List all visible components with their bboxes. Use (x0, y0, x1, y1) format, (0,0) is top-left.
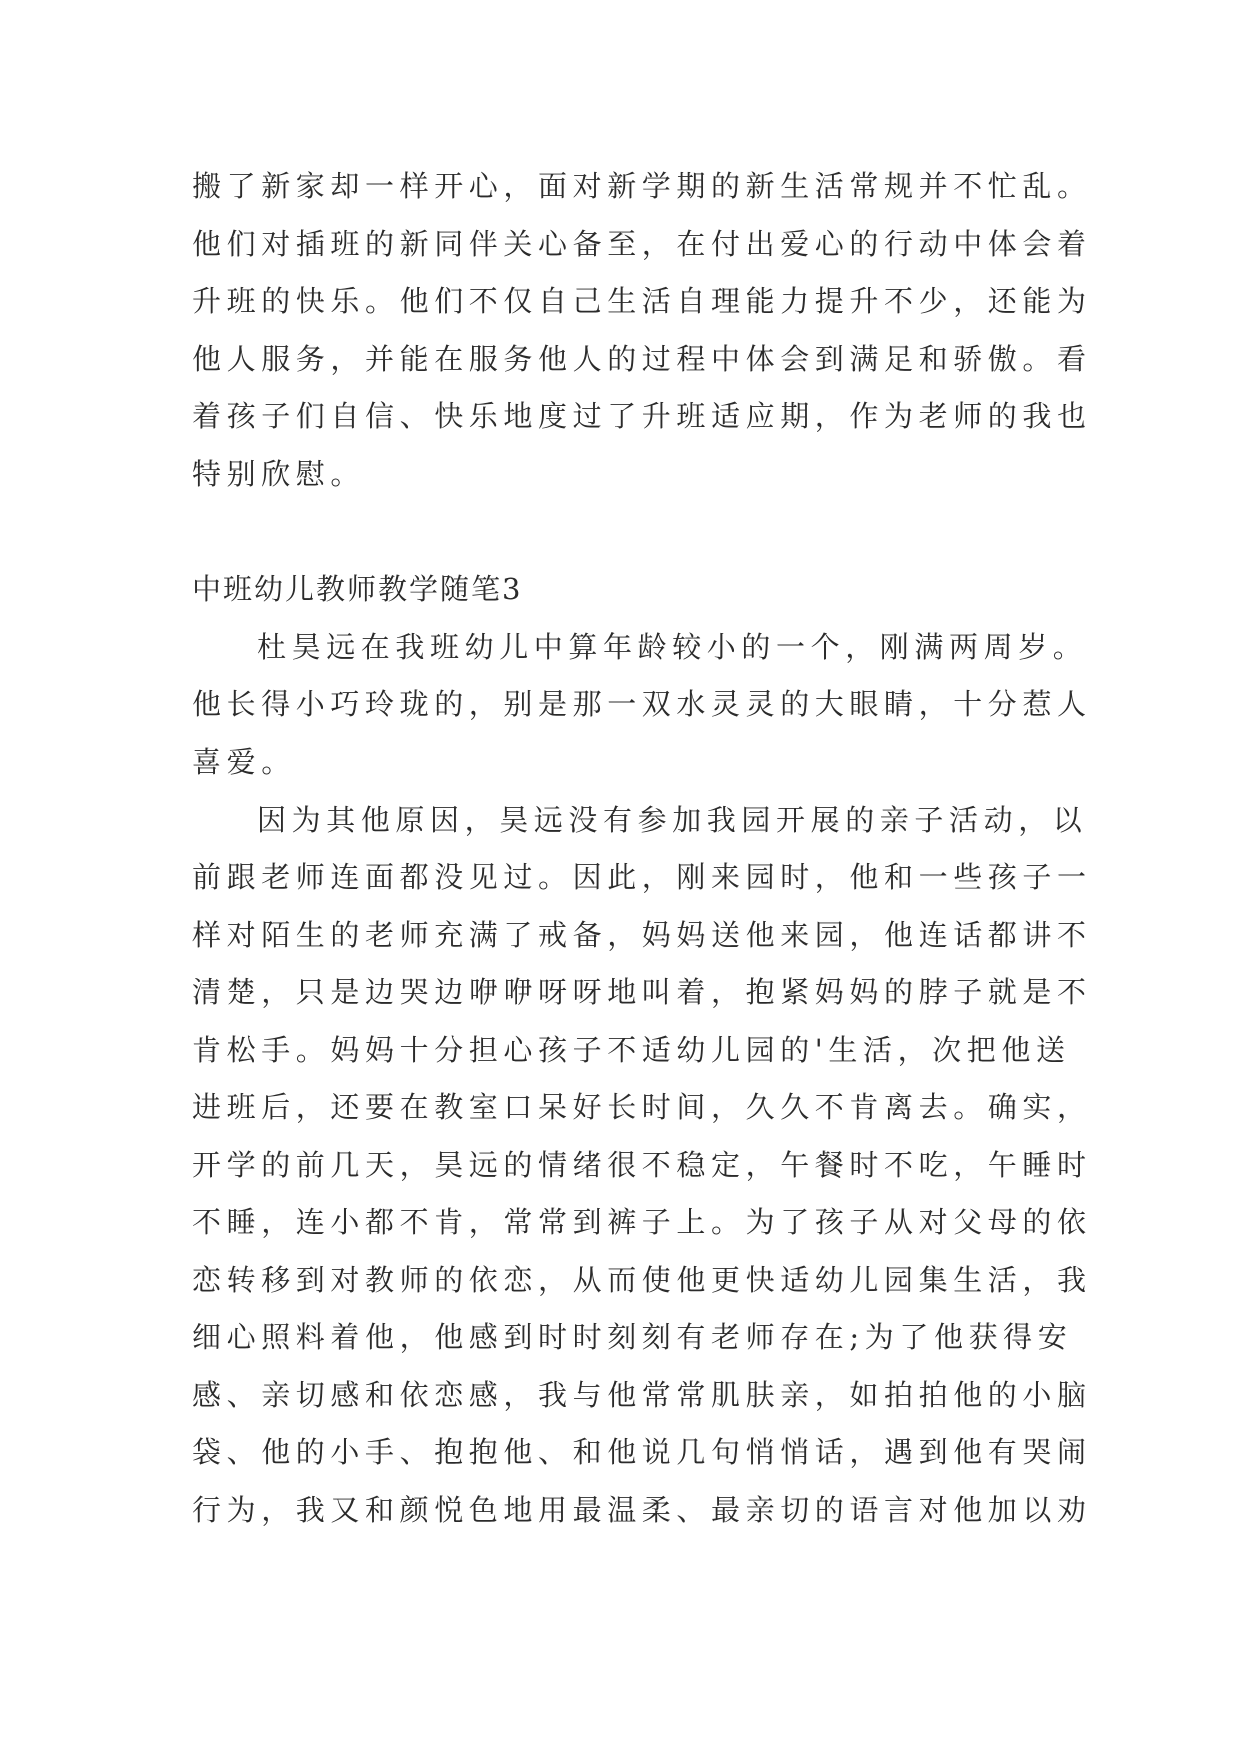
paragraph-1-line-4: 他人服务，并能在服务他人的过程中体会到满足和骄傲。看 (192, 342, 1092, 376)
paragraph-3-line-6: 进班后，还要在教室口呆好长时间，久久不肯离去。确实， (192, 1090, 1092, 1124)
paragraph-3-line-3: 样对陌生的老师充满了戒备，妈妈送他来园，他连话都讲不 (192, 918, 1092, 952)
paragraph-3-line-1: 因为其他原因，昊远没有参加我园开展的亲子活动，以 (257, 803, 1088, 837)
paragraph-3-line-4: 清楚，只是边哭边咿咿呀呀地叫着，抱紧妈妈的脖子就是不 (192, 975, 1092, 1009)
paragraph-2-line-2: 他长得小巧玲珑的，别是那一双水灵灵的大眼睛，十分惹人 (192, 687, 1092, 721)
paragraph-1-line-5: 着孩子们自信、快乐地度过了升班适应期，作为老师的我也 (192, 399, 1092, 433)
paragraph-3-line-10: 细心照料着他，他感到时时刻刻有老师存在;为了他获得安 (192, 1320, 1073, 1354)
paragraph-3-line-12: 袋、他的小手、抱抱他、和他说几句悄悄话，遇到他有哭闹 (192, 1435, 1092, 1469)
paragraph-1-line-3: 升班的快乐。他们不仅自己生活自理能力提升不少，还能为 (192, 284, 1092, 318)
paragraph-3-line-11: 感、亲切感和依恋感，我与他常常肌肤亲，如拍拍他的小脑 (192, 1378, 1092, 1412)
paragraph-2-line-3: 喜爱。 (192, 745, 296, 779)
paragraph-1-line-2: 他们对插班的新同伴关心备至，在付出爱心的行动中体会着 (192, 227, 1092, 261)
paragraph-3-line-5: 肯松手。妈妈十分担心孩子不适幼儿园的'生活，次把他送 (192, 1033, 1071, 1067)
section-title: 中班幼儿教师教学随笔3 (192, 572, 523, 606)
paragraph-3-line-2: 前跟老师连面都没见过。因此，刚来园时，他和一些孩子一 (192, 860, 1092, 894)
paragraph-2-line-1: 杜昊远在我班幼儿中算年龄较小的一个，刚满两周岁。 (257, 630, 1088, 664)
paragraph-3-line-9: 恋转移到对教师的依恋，从而使他更快适幼儿园集生活，我 (192, 1263, 1092, 1297)
paragraph-1-line-6: 特别欣慰。 (192, 457, 366, 491)
paragraph-3-line-13: 行为，我又和颜悦色地用最温柔、最亲切的语言对他加以劝 (192, 1493, 1092, 1527)
paragraph-1-line-1: 搬了新家却一样开心，面对新学期的新生活常规并不忙乱。 (192, 169, 1092, 203)
paragraph-3-line-8: 不睡，连小都不肯，常常到裤子上。为了孩子从对父母的依 (192, 1205, 1092, 1239)
paragraph-3-line-7: 开学的前几天，昊远的情绪很不稳定，午餐时不吃，午睡时 (192, 1148, 1092, 1182)
